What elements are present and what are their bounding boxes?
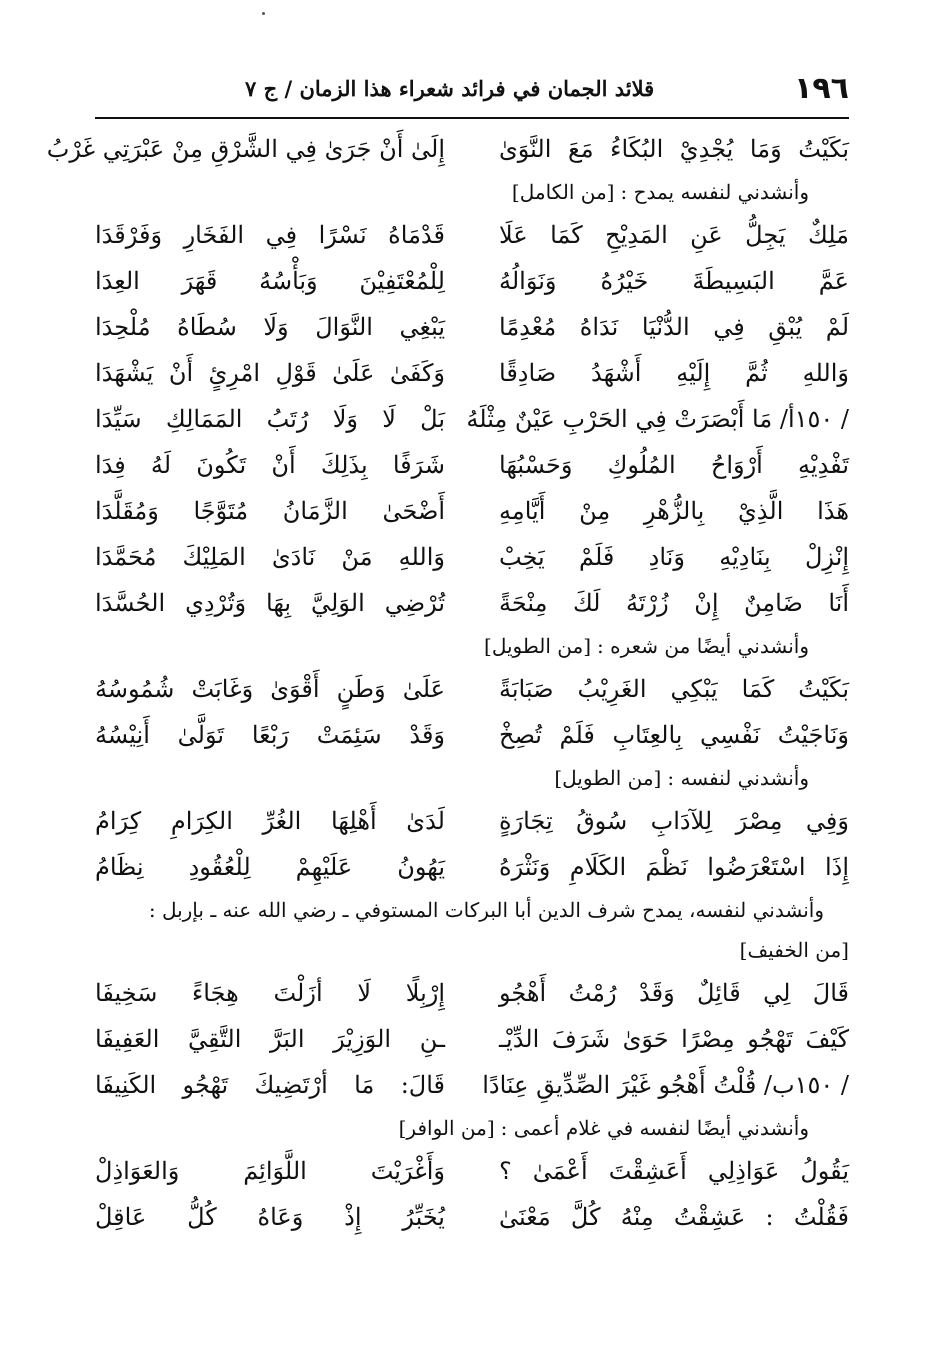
second-hemistich: يَبْغِي النَّوَالَ وَلَا سُطَاهُ مُلْحِدَا bbox=[95, 313, 445, 341]
verse-line bbox=[95, 212, 849, 258]
introduction-text: وأنشدني لنفسه يمدح : bbox=[620, 180, 809, 204]
second-hemistich: وَاللهِ مَنْ نَادَىٰ المَلِيْكَ مُحَمَّدَا bbox=[95, 543, 445, 571]
first-hemistich: / ١٥٠أ/ مَا أَبْصَرَتْ فِي الحَرْبِ عَيْنٌ مِثْلَهُ bbox=[466, 405, 849, 433]
header-rule bbox=[95, 117, 849, 119]
verse-line bbox=[95, 666, 849, 712]
meter-label: [من الطويل] bbox=[484, 634, 592, 658]
verse-line bbox=[95, 1194, 849, 1240]
meter-label: [من الخفيف] bbox=[739, 938, 849, 962]
second-hemistich: إِلَىٰ أَنْ جَرَىٰ فِي الشَّرْقِ مِنْ عَبْرَتِي غَرْبُ bbox=[46, 135, 445, 163]
verse-line bbox=[95, 350, 849, 396]
first-hemistich: وَاللهِ ثُمَّ إِلَيْهِ أَشْهَدُ صَادِقًا bbox=[499, 359, 849, 387]
verse-line bbox=[95, 1148, 849, 1194]
meter-label: [من الطويل] bbox=[554, 766, 662, 790]
second-hemistich: بَلْ لَا وَلَا رُتَبُ المَمَالِكِ سَيِّدَا bbox=[95, 405, 445, 433]
first-hemistich: هَذَا الَّذِيْ بِالزُّهْرِ مِنْ أَيَّامِهِ bbox=[499, 497, 849, 525]
page-number: ١٩٦ bbox=[794, 70, 849, 106]
first-hemistich: تَفْدِيْهِ أَرْوَاحُ المُلُوكِ وَحَسْبُهَا bbox=[499, 451, 849, 479]
verse-line bbox=[95, 1062, 849, 1108]
verse-line bbox=[46, 126, 849, 172]
first-hemistich: فَقُلْتُ : عَشِقْتُ مِنْهُ كُلَّ مَعْنَىٰ bbox=[499, 1203, 849, 1231]
first-hemistich: بَكَيْتُ وَمَا يُجْدِيْ البُكَاءُ مَعَ النَّوَىٰ bbox=[499, 135, 849, 163]
verse-line bbox=[95, 488, 849, 534]
second-hemistich: عَلَىٰ وَطَنٍ أَقْوَىٰ وَغَابَتْ شُمُوسُهُ bbox=[95, 675, 445, 703]
second-hemistich: وَكَفَىٰ عَلَىٰ قَوْلِ امْرِئٍ أَنْ يَشْهَدَا bbox=[95, 359, 445, 387]
first-hemistich: يَقُولُ عَوَاذِلِي أَعَشِقْتَ أَعْمَىٰ ؟ bbox=[499, 1157, 849, 1185]
first-hemistich: وَنَاجَيْتُ نَفْسِي بِالعِتَابِ فَلَمْ تُصِخْ bbox=[499, 721, 849, 749]
introduction-text: وأنشدني أيضًا لنفسه في غلام أعمى : bbox=[500, 1116, 809, 1140]
first-hemistich: بَكَيْتُ كَمَا يَبْكِي الغَرِيْبُ صَبَابَةً bbox=[499, 675, 849, 703]
verse-line bbox=[95, 844, 849, 890]
poem-introduction bbox=[95, 1108, 849, 1148]
first-hemistich: لَمْ يُبْقِ فِي الدُّنْيَا نَدَاهُ مُعْدِمًا bbox=[499, 313, 849, 341]
second-hemistich: لِلْمُعْتَفِيْنَ وَبَأْسُهُ قَهَرَ العِدَا bbox=[95, 267, 445, 295]
poem-introduction bbox=[95, 758, 849, 798]
poem-introduction: وأنشدني لنفسه، يمدح شرف الدين أبا البركات المستوفي ـ رضي الله عنه ـ بإربل : bbox=[148, 898, 824, 922]
first-hemistich: / ١٥٠ب/ قُلْتُ أَهْجُو غَيْرَ الصِّدِّيقِ عِنَادًا bbox=[482, 1071, 849, 1099]
page-header bbox=[95, 68, 849, 108]
running-title: قلائد الجمان في فرائد شعراء هذا الزمان / ج ٧ bbox=[245, 75, 655, 101]
first-hemistich: قَالَ لِي قَائِلٌ وَقَدْ رُمْتُ أَهْجُو bbox=[499, 979, 849, 1007]
second-hemistich: قَالَ: مَا أرْتَضِيكَ تَهْجُو الكَنِيفَا bbox=[95, 1071, 445, 1099]
poem-introduction bbox=[95, 172, 849, 212]
first-hemistich: كَيْفَ تَهْجُو مِصْرًا حَوَىٰ شَرَفَ الدِّيْـ bbox=[499, 1025, 849, 1053]
print-speck bbox=[262, 12, 265, 15]
second-hemistich: إِرْبِلًا لَا أزَلْتَ هِجَاءً سَخِيفَا bbox=[95, 979, 445, 1007]
meter-label: [من الكامل] bbox=[511, 180, 615, 204]
verse-line bbox=[95, 534, 849, 580]
second-hemistich: لَدَىٰ أَهْلِهَا الغُرِّ الكِرَامِ كِرَامُ bbox=[95, 807, 445, 835]
verse-line bbox=[95, 712, 849, 758]
verse-line bbox=[95, 442, 849, 488]
second-hemistich: وَقَدْ سَئِمَتْ رَبْعًا تَوَلَّىٰ أَنِيْسُهُ bbox=[95, 721, 445, 749]
verse-line bbox=[95, 1016, 849, 1062]
second-hemistich: ـنِ الوَزِيْرَ البَرَّ التَّقِيَّ العَفِيفَا bbox=[95, 1025, 445, 1053]
second-hemistich: يُخَبِّرُ إِذْ وَعَاهُ كُلُّ عَاقِلْ bbox=[95, 1203, 445, 1231]
introduction-text: وأنشدني لنفسه : bbox=[667, 766, 809, 790]
first-hemistich: مَلِكٌ يَجِلُّ عَنِ المَدِيْحِ كَمَا عَلَا bbox=[499, 221, 849, 249]
introduction-text: وأنشدني أيضًا من شعره : bbox=[597, 634, 809, 658]
second-hemistich: يَهُونُ عَلَيْهِمْ لِلْعُقُودِ نِظَامُ bbox=[95, 853, 445, 881]
verse-line bbox=[95, 970, 849, 1016]
verse-line bbox=[95, 580, 849, 626]
second-hemistich: شَرَفًا بِذَلِكَ أَنْ تَكُونَ لَهُ فِدَا bbox=[95, 451, 445, 479]
page-body bbox=[46, 126, 849, 1240]
second-hemistich: تُرْضِي الوَلِيَّ بِهَا وَتُرْدِي الحُسَّدَا bbox=[95, 589, 445, 617]
first-hemistich: عَمَّ البَسِيطَةَ خَيْرُهُ وَنَوَالُهُ bbox=[499, 267, 849, 295]
second-hemistich: وَأَغْرَيْتَ اللَّوَائِمَ وَالعَوَاذِلْ bbox=[95, 1157, 445, 1185]
poem-introduction bbox=[95, 626, 849, 666]
first-hemistich: إِذَا اسْتَعْرَضُوا نَظْمَ الكَلَامِ وَنَثْرَهُ bbox=[499, 853, 849, 881]
second-hemistich: قَدْمَاهُ نَسْرًا فِي الفَخَارِ وَفَرْقَدَا bbox=[95, 221, 445, 249]
first-hemistich: وَفِي مِصْرَ لِلآدَابِ سُوقُ تِجَارَةٍ bbox=[499, 807, 849, 835]
verse-line bbox=[95, 258, 849, 304]
meter-label: [من الوافر] bbox=[398, 1116, 495, 1140]
first-hemistich: إِنْزِلْ بِنَادِيْهِ وَنَادِ فَلَمْ يَخِبْ bbox=[499, 543, 849, 571]
second-hemistich: أَضْحَىٰ الزَّمَانُ مُتَوَّجًا وَمُقَلَّدَا bbox=[95, 497, 445, 525]
verse-line bbox=[95, 304, 849, 350]
verse-line bbox=[95, 396, 849, 442]
verse-line bbox=[95, 798, 849, 844]
first-hemistich: أَنَا ضَامِنٌ إِنْ زُرْتَهُ لَكَ مِنْحَةً bbox=[499, 589, 849, 617]
